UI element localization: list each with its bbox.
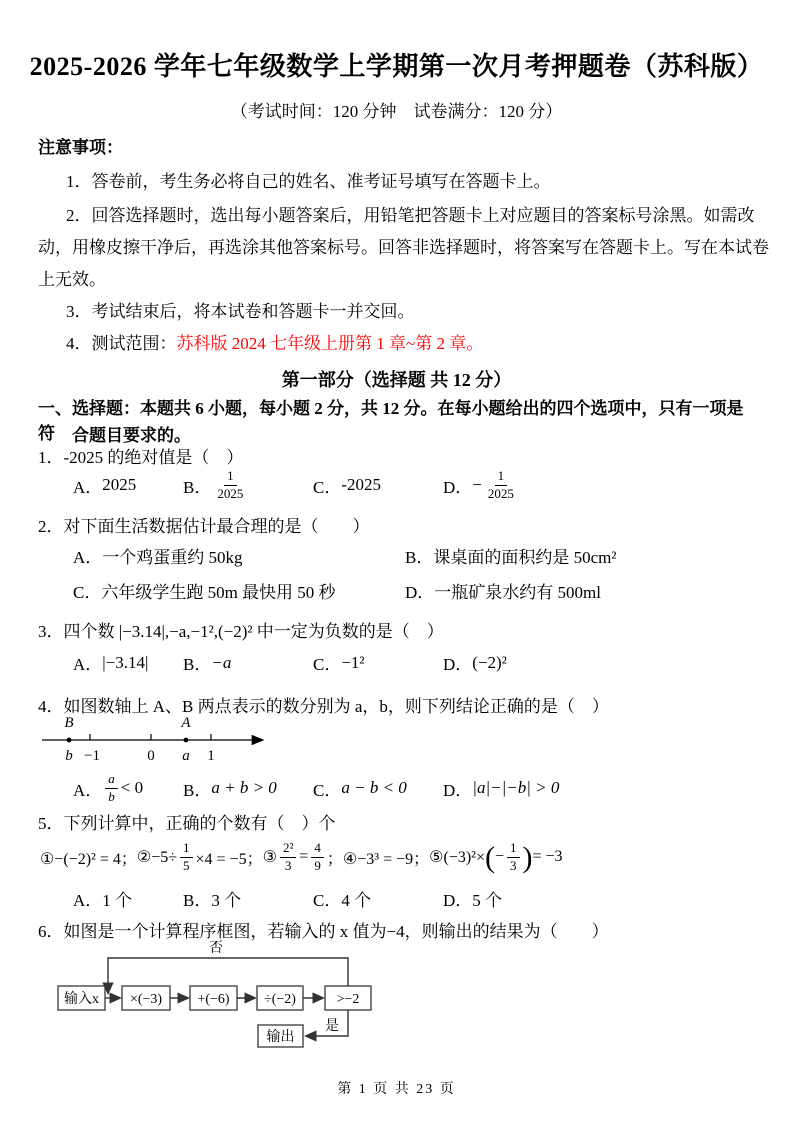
label-b-value: b bbox=[65, 748, 73, 764]
q5-formula-3-numerator1: 2² bbox=[280, 840, 296, 858]
q3-option-a-label: A． bbox=[73, 655, 103, 674]
q5-formula-5-prefix: ⑤(−3)²× bbox=[429, 849, 485, 866]
q5-option-b bbox=[183, 886, 313, 911]
q5-formula-3-denominator1: 3 bbox=[284, 857, 292, 873]
flow-no-label: 否 bbox=[209, 941, 223, 956]
q3-option-a bbox=[73, 650, 183, 675]
q2-option-d: D．一瓶矿泉水约有 500ml bbox=[405, 583, 601, 602]
q2-options-row1 bbox=[73, 543, 616, 568]
q1-option-b-label: B． bbox=[183, 477, 212, 497]
exam-time-score-subtitle: （考试时间：120 分钟 试卷满分：120 分） bbox=[230, 102, 563, 121]
point-a-label: A bbox=[181, 715, 191, 731]
q1-option-a-value: 2025 bbox=[102, 475, 137, 494]
q5-formula-3-denominator2: 9 bbox=[314, 857, 321, 873]
q1-option-b-fraction bbox=[214, 468, 246, 503]
q1-option-c-value: -2025 bbox=[341, 475, 382, 494]
q4-option-c-value: a − b < 0 bbox=[341, 778, 407, 797]
q5-formula-2-denominator: 5 bbox=[183, 857, 190, 873]
q4-options bbox=[73, 768, 559, 808]
label-neg1: −1 bbox=[84, 748, 100, 764]
notice-item-2-line2: 动，用橡皮擦干净后，再选涂其他答案标号。回答非选择题时，将答案写在答题卡上。写在本试卷 bbox=[38, 238, 769, 257]
flow-yes-label: 是 bbox=[325, 1019, 339, 1034]
q5-formula-2 bbox=[137, 840, 263, 875]
q5-formula-5-fraction bbox=[507, 840, 520, 875]
flow-box-compare-label: >−2 bbox=[336, 992, 360, 1007]
point-b-label: B bbox=[64, 715, 74, 731]
q1-option-d-numerator: 1 bbox=[495, 468, 508, 486]
flow-box-output-label: 输出 bbox=[266, 1030, 295, 1045]
q5-formula-list bbox=[40, 832, 563, 882]
notice-item-4 bbox=[38, 329, 786, 354]
q5-option-d bbox=[443, 886, 502, 911]
q3-option-d bbox=[443, 650, 507, 675]
label-one: 1 bbox=[207, 748, 215, 764]
q5-option-b-value: 3 个 bbox=[211, 891, 242, 910]
notice-item-3: 3．考试结束后，将本试卷和答题卡一并交回。 bbox=[66, 302, 415, 321]
q5-formula-2-suffix: ×4 = −5； bbox=[195, 850, 263, 868]
q4-option-d-label: D． bbox=[443, 780, 473, 800]
q4-option-a-denominator: b bbox=[108, 788, 115, 804]
q4-option-c-label: C． bbox=[313, 780, 342, 800]
q5-option-b-label: B． bbox=[183, 891, 212, 910]
notice-item-4-prefix: 4．测试范围： bbox=[66, 334, 177, 353]
q5-option-a-value: 1 个 bbox=[102, 891, 133, 910]
q3-option-c bbox=[313, 650, 443, 675]
q1-option-b-numerator: 1 bbox=[224, 468, 237, 486]
section1-intro-line2: 合题目要求的。 bbox=[72, 426, 191, 445]
q5-formula-5 bbox=[429, 840, 562, 875]
label-a-value: a bbox=[182, 748, 190, 764]
q1-option-b bbox=[183, 468, 313, 503]
q2-option-b: B．课桌面的面积约是 50cm² bbox=[405, 548, 617, 567]
q5-formula-2-numerator: 1 bbox=[180, 840, 193, 858]
q1-option-a-label: A． bbox=[73, 477, 103, 497]
q2-stem: 2．对下面生活数据估计最合理的是（ ） bbox=[38, 517, 370, 536]
q4-option-a-fraction bbox=[105, 771, 118, 806]
q4-option-b-label: B． bbox=[183, 780, 212, 800]
q5-formula-5-close-paren: ) bbox=[522, 840, 533, 874]
q6-stem: 6．如图是一个计算程序框图，若输入的 x 值为−4，则输出的结果为（ ） bbox=[38, 922, 609, 941]
q2-option-a: A．一个鸡蛋重约 50kg bbox=[73, 548, 243, 567]
q4-option-a bbox=[73, 771, 183, 806]
q4-option-a-numerator: a bbox=[105, 771, 118, 789]
q3-option-a-value: |−3.14| bbox=[102, 652, 149, 672]
test-scope-red-text: 苏科版 2024 七年级上册第 1 章~第 2 章。 bbox=[176, 334, 484, 353]
q5-option-a-label: A． bbox=[73, 891, 103, 910]
q5-formula-5-open-paren: ( bbox=[484, 840, 495, 874]
q5-option-c-label: C． bbox=[313, 891, 342, 910]
q1-option-d-minus: − bbox=[472, 475, 482, 494]
q1-option-b-denominator: 2025 bbox=[217, 485, 244, 501]
q1-option-d-fraction bbox=[485, 468, 517, 503]
notice-heading: 注意事项： bbox=[38, 138, 123, 157]
q3-option-b-value: −a bbox=[211, 652, 232, 672]
q4-number-line-figure bbox=[36, 712, 276, 770]
label-zero: 0 bbox=[147, 748, 155, 764]
q1-stem: 1．-2025 的绝对值是（ ） bbox=[38, 448, 244, 467]
q5-formula-2-prefix: ②−5÷ bbox=[136, 849, 178, 866]
q5-formula-3-suffix: ； bbox=[326, 850, 343, 868]
q3-option-b-label: B． bbox=[183, 655, 212, 674]
q6-flowchart-figure bbox=[38, 938, 418, 1058]
q5-option-a bbox=[73, 886, 183, 911]
q4-option-d bbox=[443, 776, 559, 801]
q5-formula-3-equals: = bbox=[299, 848, 309, 865]
q5-formula-5-suffix: = −3 bbox=[532, 848, 563, 865]
page-number-footer: 第 1 页 共 23 页 bbox=[337, 1082, 456, 1097]
q1-option-d-denominator: 2025 bbox=[487, 485, 514, 501]
q3-options bbox=[73, 650, 507, 675]
part1-heading: 第一部分（选择题 共 12 分） bbox=[281, 370, 512, 390]
flow-box-multiply-label: ×(−3) bbox=[129, 992, 163, 1007]
q5-option-d-value: 5 个 bbox=[472, 891, 503, 910]
page-title: 2025-2026 学年七年级数学上学期第一次月考押题卷（苏科版） bbox=[29, 52, 764, 81]
q5-formula-5-minus: − bbox=[494, 848, 504, 865]
flow-box-divide-label: ÷(−2) bbox=[264, 992, 296, 1007]
q5-formula-3-fraction1 bbox=[280, 840, 296, 875]
q5-formula-1: ①−(−2)² = 4； bbox=[40, 850, 137, 868]
q1-option-c bbox=[313, 473, 443, 498]
q5-formula-3-circled-number: ③ bbox=[262, 849, 277, 866]
q4-option-d-value: |a|−|−b| > 0 bbox=[472, 778, 560, 797]
q5-formula-3-numerator2: 4 bbox=[311, 840, 324, 858]
q4-option-a-relation: < 0 bbox=[120, 778, 144, 797]
q1-option-d-label: D． bbox=[443, 477, 473, 497]
q3-option-d-value: (−2)² bbox=[472, 652, 507, 672]
q1-option-d bbox=[443, 468, 520, 503]
q5-stem: 5．下列计算中，正确的个数有（ ）个 bbox=[38, 814, 336, 833]
q5-formula-2-fraction bbox=[180, 840, 193, 875]
q5-options bbox=[73, 886, 502, 911]
notice-item-2-line1: 2．回答选择题时，选出每小题答案后，用铅笔把答题卡上对应题目的答案标号涂黑。如需改 bbox=[66, 206, 755, 225]
q4-option-a-label: A． bbox=[73, 780, 103, 800]
flow-no-loop bbox=[108, 958, 348, 993]
q3-option-c-label: C． bbox=[313, 655, 342, 674]
q5-formula-5-denominator: 3 bbox=[510, 857, 517, 873]
q5-option-c bbox=[313, 886, 443, 911]
flow-box-input-label: 输入x bbox=[64, 992, 99, 1007]
q5-formula-4: ④−3³ = −9； bbox=[342, 850, 430, 868]
q5-formula-3 bbox=[263, 840, 343, 875]
q3-option-c-value: −1² bbox=[341, 652, 365, 672]
notice-item-2-line3: 上无效。 bbox=[38, 270, 106, 289]
q5-option-c-value: 4 个 bbox=[341, 891, 372, 910]
q2-option-c: C．六年级学生跑 50m 最快用 50 秒 bbox=[73, 583, 336, 602]
q4-option-b-value: a + b > 0 bbox=[211, 778, 277, 797]
point-a-dot bbox=[184, 738, 189, 743]
q3-option-b bbox=[183, 650, 313, 675]
section1-intro-line1: 一、选择题：本题共 6 小题，每小题 2 分，共 12 分。在每小题给出的四个选项中，只有一项是符 bbox=[38, 399, 744, 443]
q1-options bbox=[73, 465, 520, 505]
point-b-dot bbox=[67, 738, 72, 743]
q3-stem: 3．四个数 |−3.14|,−a,−1²,(−2)² 中一定为负数的是（ ） bbox=[38, 622, 444, 641]
notice-item-1: 1．答卷前，考生务必将自己的姓名、准考证号填写在答题卡上。 bbox=[66, 172, 551, 191]
q3-option-d-label: D． bbox=[443, 655, 473, 674]
q2-options-row2 bbox=[73, 578, 601, 603]
q1-option-c-label: C． bbox=[313, 477, 342, 497]
flow-box-add-label: +(−6) bbox=[197, 992, 230, 1007]
q4-option-b bbox=[183, 776, 313, 801]
q5-formula-5-numerator: 1 bbox=[507, 840, 520, 858]
q4-option-c bbox=[313, 776, 443, 801]
q5-option-d-label: D． bbox=[443, 891, 473, 910]
q5-formula-3-fraction2 bbox=[311, 840, 324, 875]
q4-stem: 4．如图数轴上 A、B 两点表示的数分别为 a，b，则下列结论正确的是（ ） bbox=[38, 697, 609, 716]
q1-option-a bbox=[73, 473, 183, 498]
